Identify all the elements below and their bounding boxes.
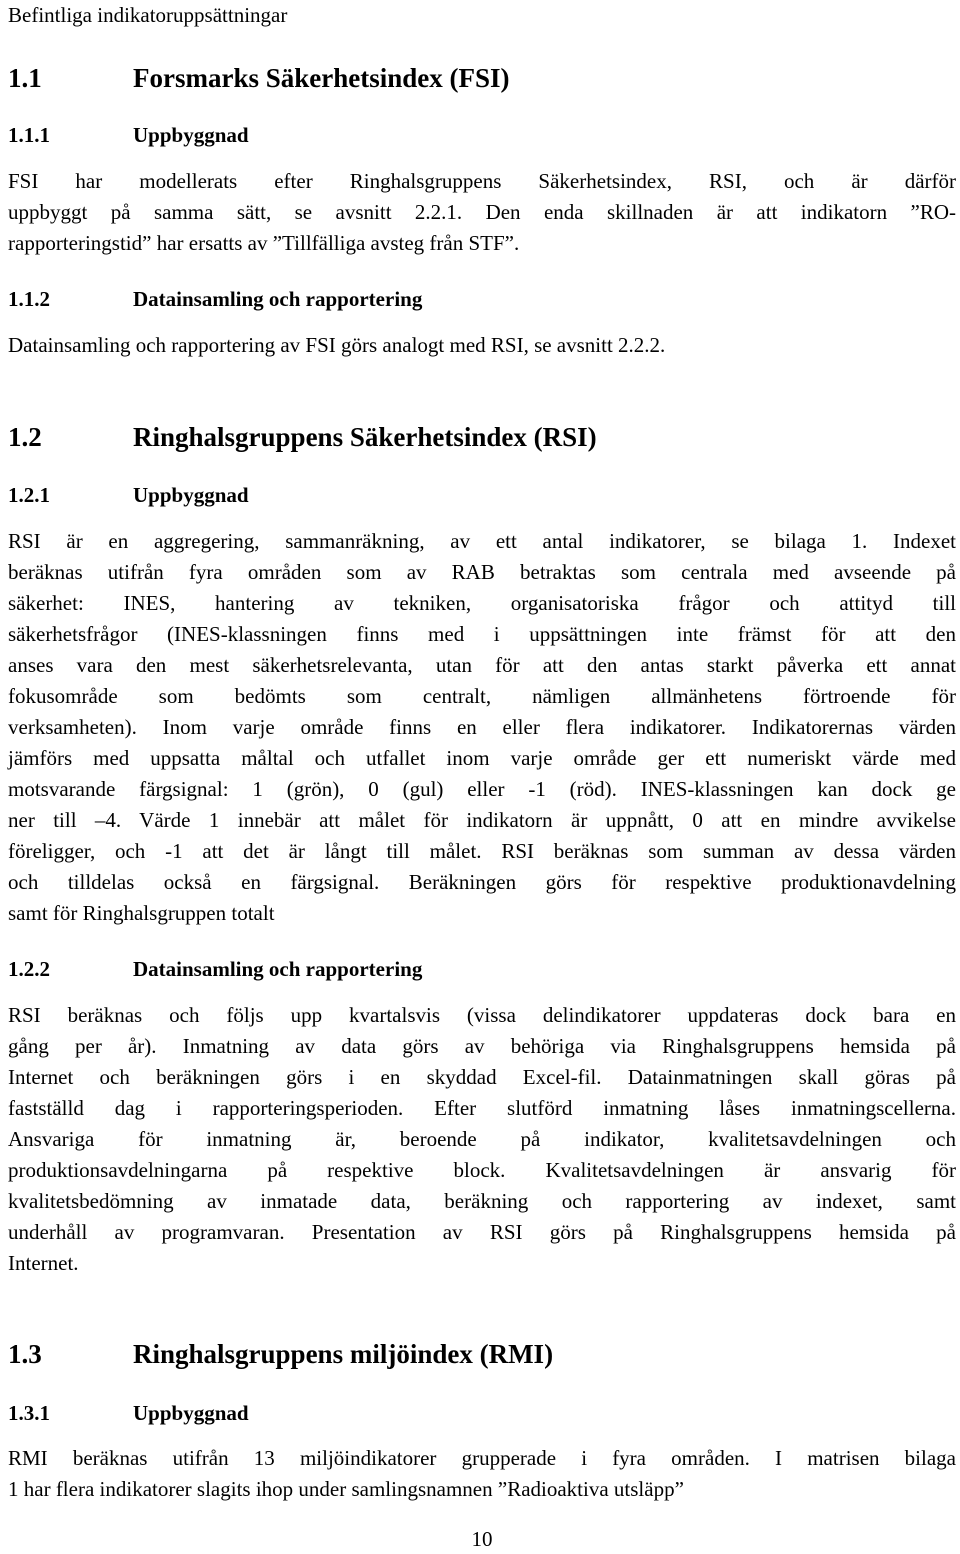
paragraph-line: underhåll av programvaran. Presentation av RSI görs på Ringhalsgruppens hemsida på <box>8 1220 956 1244</box>
paragraph-line: 1 har flera indikatorer slagits ihop under samlingsnamnen ”Radioaktiva utsläpp” <box>8 1477 684 1501</box>
paragraph-line: säkerhetsfrågor (INES-klassningen finns med i uppsättningen inte främst för att den <box>8 622 956 646</box>
paragraph-line: Ansvariga för inmatning är, beroende på indikator, kvalitetsavdelningen och <box>8 1127 956 1151</box>
heading-1-3-1-title: Uppbyggnad <box>133 1401 249 1425</box>
paragraph-line: Datainsamling och rapportering av FSI görs analogt med RSI, se avsnitt 2.2.2. <box>8 333 666 357</box>
paragraph-line: rapporteringstid” har ersatts av ”Tillfälliga avsteg från STF”. <box>8 231 520 255</box>
paragraph-line: RSI beräknas och följs upp kvartalsvis (vissa delindikatorer uppdateras dock bara en <box>8 1003 956 1027</box>
heading-1-2-number: 1.2 <box>8 422 42 452</box>
paragraph-line: Internet. <box>8 1251 79 1275</box>
paragraph-line: RMI beräknas utifrån 13 miljöindikatorer grupperade i fyra områden. I matrisen bilaga <box>8 1446 956 1470</box>
paragraph-line: kvalitetsbedömning av inmatade data, beräkning och rapportering av indexet, samt <box>8 1189 956 1213</box>
paragraph-line: RSI är en aggregering, sammanräkning, av ett antal indikatorer, se bilaga 1. Indexet <box>8 529 956 553</box>
heading-1-2-2-title: Datainsamling och rapportering <box>133 957 423 981</box>
paragraph-line: säkerhet: INES, hantering av tekniken, organisatoriska frågor och attityd till <box>8 591 956 615</box>
heading-1-1-title: Forsmarks Säkerhetsindex (FSI) <box>133 63 510 93</box>
heading-1-3-number: 1.3 <box>8 1339 42 1369</box>
intro-text: Befintliga indikatoruppsättningar <box>8 3 288 27</box>
heading-1-2-title: Ringhalsgruppens Säkerhetsindex (RSI) <box>133 422 597 452</box>
paragraph-line: samt för Ringhalsgruppen totalt <box>8 901 275 925</box>
paragraph-line: beräknas utifrån fyra områden som av RAB betraktas som centrala med avseende på <box>8 560 956 584</box>
heading-1-1-number: 1.1 <box>8 63 42 93</box>
paragraph-line: gång per år). Inmatning av data görs av behöriga via Ringhalsgruppens hemsida på <box>8 1034 956 1058</box>
paragraph-line: jämförs med uppsatta måltal och utfallet inom varje område ger ett numeriskt värde med <box>8 746 956 770</box>
paragraph-line: och tilldelas också en färgsignal. Beräkningen görs för respektive produktionavdelning <box>8 870 956 894</box>
heading-1-1-1-title: Uppbyggnad <box>133 123 249 147</box>
paragraph-line: anses vara den mest säkerhetsrelevanta, utan för att den antas starkt påverka ett annat <box>8 653 956 677</box>
paragraph-line: produktionsavdelningarna på respektive block. Kvalitetsavdelningen är ansvarig för <box>8 1158 956 1182</box>
paragraph-line: fokusområde som bedömts som centralt, nämligen allmänhetens förtroende för <box>8 684 956 708</box>
page-number: 10 <box>471 1527 493 1551</box>
paragraph-line: uppbyggt på samma sätt, se avsnitt 2.2.1. Den enda skillnaden är att indikatorn ”RO- <box>8 200 956 224</box>
document-page <box>8 0 956 1554</box>
paragraph-line: fastställd dag i rapporteringsperioden. Efter slutförd inmatning låses inmatningscellerna. <box>8 1096 956 1120</box>
heading-1-2-1-title: Uppbyggnad <box>133 483 249 507</box>
heading-1-1-1-number: 1.1.1 <box>8 123 50 147</box>
heading-1-1-2-title: Datainsamling och rapportering <box>133 287 423 311</box>
paragraph-line: föreligger, och -1 att det är långt till målet. RSI beräknas som summan av dessa värden <box>8 839 956 863</box>
heading-1-2-1-number: 1.2.1 <box>8 483 50 507</box>
heading-1-3-1-number: 1.3.1 <box>8 1401 50 1425</box>
paragraph-line: verksamheten). Inom varje område finns en eller flera indikatorer. Indikatorernas värden <box>8 715 956 739</box>
paragraph-line: ner till –4. Värde 1 innebär att målet för indikatorn är uppnått, 0 att en mindre avvikelse <box>8 808 956 832</box>
heading-1-2-2-number: 1.2.2 <box>8 957 50 981</box>
paragraph-line: Internet och beräkningen görs i en skyddad Excel-fil. Datainmatningen skall göras på <box>8 1065 956 1089</box>
heading-1-3-title: Ringhalsgruppens miljöindex (RMI) <box>133 1339 554 1369</box>
paragraph-line: FSI har modellerats efter Ringhalsgruppens Säkerhetsindex, RSI, och är därför <box>8 169 956 193</box>
heading-1-1-2-number: 1.1.2 <box>8 287 50 311</box>
paragraph-line: motsvarande färgsignal: 1 (grön), 0 (gul) eller -1 (röd). INES-klassningen kan dock ge <box>8 777 956 801</box>
